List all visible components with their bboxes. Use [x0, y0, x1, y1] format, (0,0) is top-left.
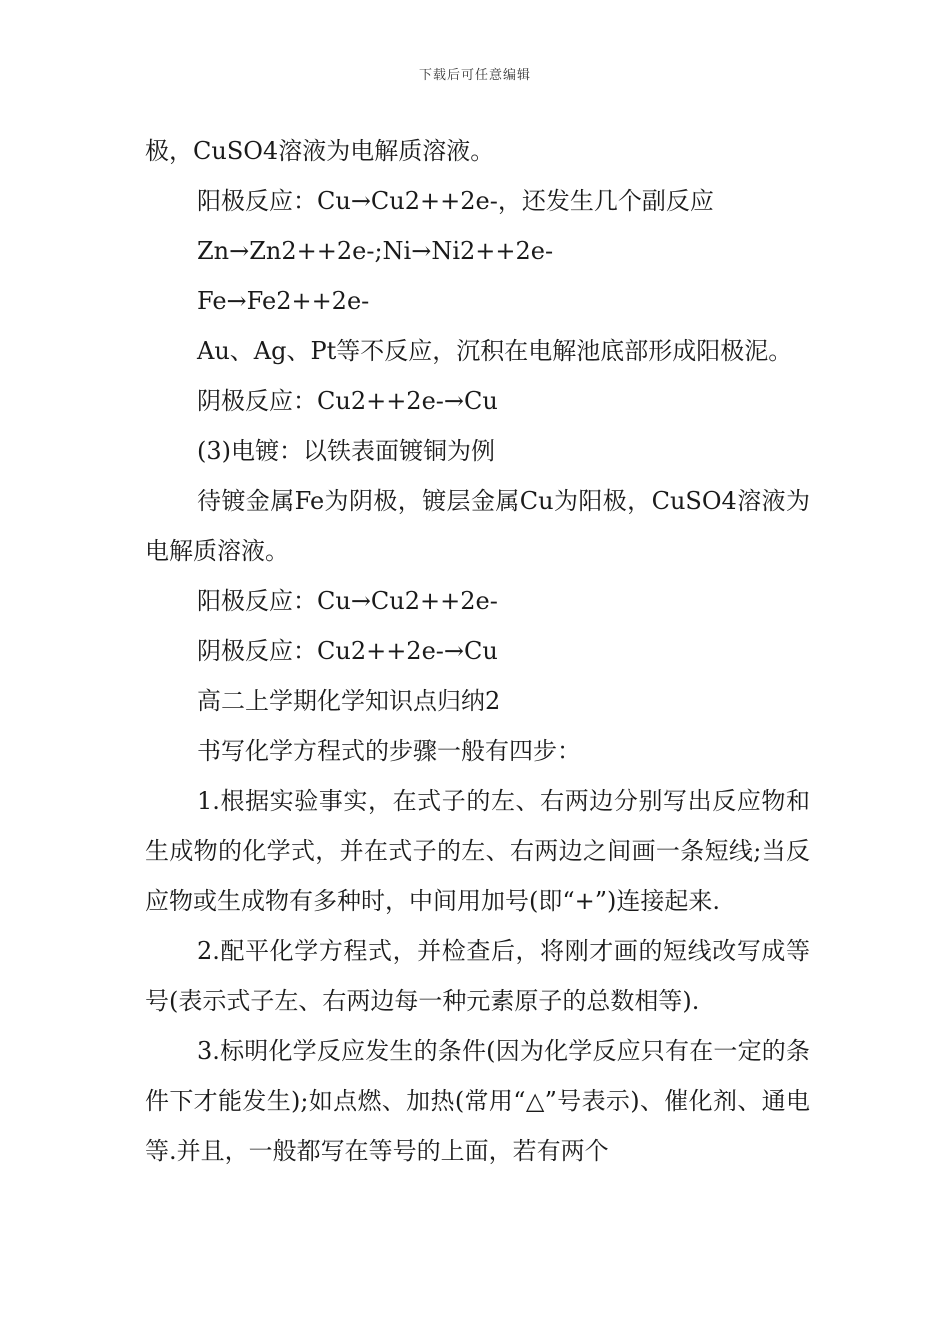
paragraph-plating-anode-reaction: 阳极反应：Cu→Cu2++2e- [197, 587, 498, 615]
paragraph-step-2: 2.配平化学方程式，并检查后，将刚才画的短线改写成等号(表示式子左、右两边每一种元素原子的总数相等). [145, 937, 810, 1015]
paragraph-electroplating-heading: (3)电镀：以铁表面镀铜为例 [197, 437, 495, 465]
page-header: 下载后可任意编辑 [418, 68, 531, 83]
paragraph-side-reaction-fe: Fe→Fe2++2e- [197, 287, 370, 315]
document-body [145, 126, 810, 1176]
paragraph-steps-intro: 书写化学方程式的步骤一般有四步： [197, 737, 581, 765]
paragraph-step-1: 1.根据实验事实，在式子的左、右两边分别写出反应物和生成物的化学式，并在式子的左、右两边之间画一条短线;当反应物或生成物有多种时，中间用加号(即“+”)连接起来. [145, 787, 810, 915]
paragraph-electroplating-setup: 待镀金属Fe为阴极，镀层金属Cu为阳极，CuSO4溶液为电解质溶液。 [145, 487, 810, 565]
section-title: 高二上学期化学知识点归纳2 [197, 687, 501, 715]
paragraph-side-reaction-zn-ni: Zn→Zn2++2e-;Ni→Ni2++2e- [197, 237, 554, 265]
paragraph-continuation: 极，CuSO4溶液为电解质溶液。 [145, 137, 495, 165]
paragraph-cathode-reaction: 阴极反应：Cu2++2e-→Cu [197, 387, 498, 415]
paragraph-step-3: 3.标明化学反应发生的条件(因为化学反应只有在一定的条件下才能发生);如点燃、加热(常用“△”号表示)、催化剂、通电等.并且，一般都写在等号的上面，若有两个 [145, 1037, 810, 1165]
paragraph-anode-reaction: 阳极反应：Cu→Cu2++2e-，还发生几个副反应 [197, 187, 714, 215]
paragraph-anode-mud: Au、Ag、Pt等不反应，沉积在电解池底部形成阳极泥。 [197, 337, 793, 365]
paragraph-plating-cathode-reaction: 阴极反应：Cu2++2e-→Cu [197, 637, 498, 665]
